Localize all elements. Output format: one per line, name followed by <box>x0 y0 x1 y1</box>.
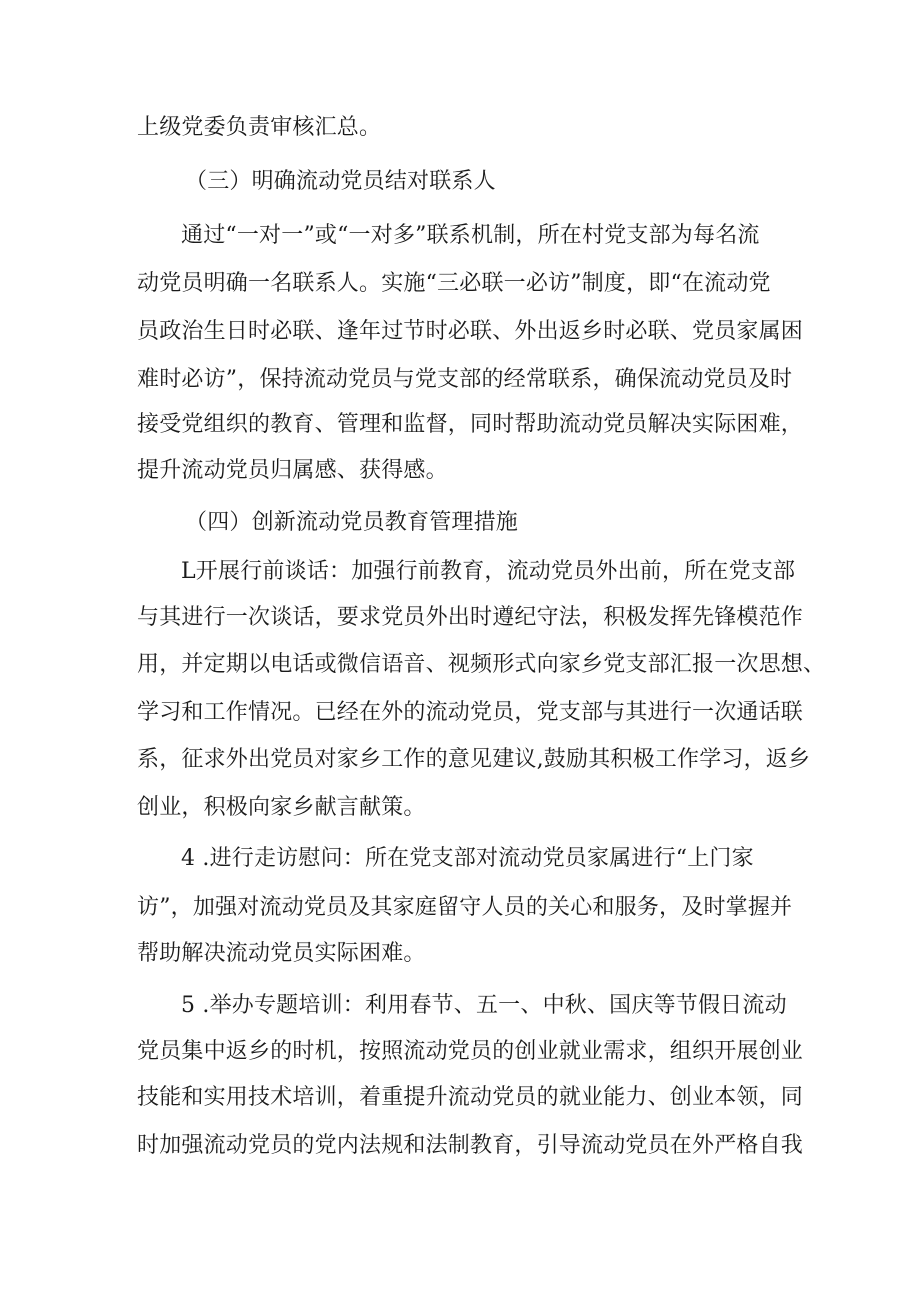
text-line: 帮助解决流动党员实际困难。 <box>137 941 426 966</box>
text-line: 系，征求外出党员对家乡工作的意见建议,鼓励其积极工作学习，返乡 <box>137 747 811 772</box>
text-line: 接受党组织的教育、管理和监督，同时帮助流动党员解决实际困难， <box>137 412 804 437</box>
text-line: 党员集中返乡的时机，按照流动党员的创业就业需求，组织开展创业 <box>137 1039 804 1064</box>
text-line: 时加强流动党员的党内法规和法制教育，引导流动党员在外严格自我 <box>137 1133 804 1158</box>
text-line: 难时必访”，保持流动党员与党支部的经常联系，确保流动党员及时 <box>137 367 793 392</box>
text-line: 动党员明确一名联系人。实施“三必联一必访”制度，即“在流动党 <box>137 271 771 296</box>
text-line: 访”，加强对流动党员及其家庭留守人员的关心和服务，及时掌握并 <box>137 895 793 920</box>
text-line: 提升流动党员归属感、获得感。 <box>137 458 448 483</box>
text-line: 技能和实用技术培训，着重提升流动党员的就业能力、创业本领，同 <box>137 1085 804 1110</box>
text-line: 创业，积极向家乡献言献策。 <box>137 795 426 820</box>
text-line: 4 .进行走访慰问：所在党支部对流动党员家属进行“上门家 <box>181 846 754 871</box>
text-line: 学习和工作情况。已经在外的流动党员，党支部与其进行一次通话联 <box>137 700 804 725</box>
text-line: 通过“一对一”或“一对多”联系机制，所在村党支部为每名流 <box>181 223 760 248</box>
text-line: 5 .举办专题培训：利用春节、五一、中秋、国庆等节假日流动 <box>181 993 787 1018</box>
text-line: 员政治生日时必联、逢年过节时必联、外出返乡时必联、党员家属困 <box>137 319 804 344</box>
text-line: 用，并定期以电话或微信语音、视频形式向家乡党支部汇报一次思想、 <box>137 652 826 677</box>
text-line: 与其进行一次谈话，要求党员外出时遵纪守法，积极发挥先锋模范作 <box>137 605 804 630</box>
section-heading: （三）明确流动党员结对联系人 <box>185 169 496 194</box>
section-heading: （四）创新流动党员教育管理措施 <box>185 510 519 535</box>
text-line: L开展行前谈话：加强行前教育，流动党员外出前，所在党支部 <box>181 559 796 584</box>
text-line: 上级党委负责审核汇总。 <box>137 115 382 140</box>
